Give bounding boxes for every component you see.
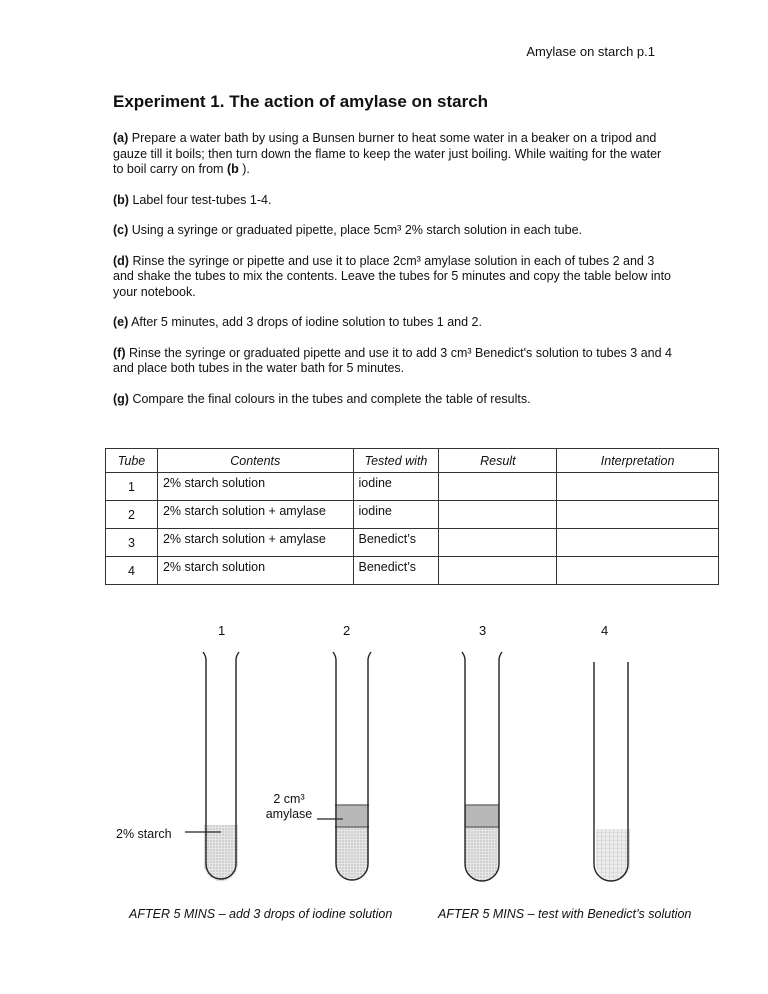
table-row <box>106 557 719 585</box>
results-table <box>105 448 719 585</box>
cell-tube: 1 <box>106 473 158 501</box>
cell-tube: 3 <box>106 529 158 557</box>
amylase-label-line1: 2 cm³ <box>273 792 305 806</box>
step-label: (a) <box>113 131 129 145</box>
cell-contents: 2% starch solution <box>157 473 353 501</box>
step-text: Rinse the syringe or graduated pipette and use it to add 3 cm³ Benedict's solution to tubes 3 and 4 and place both tubes in the water bath for 5 minutes. <box>113 345 672 375</box>
cell-tested-with: Benedict’s <box>353 529 439 557</box>
amylase-label-line2: amylase <box>265 807 313 821</box>
step-label: (f) <box>113 345 126 360</box>
test-tubes-drawing <box>105 600 745 900</box>
page-title: Experiment 1. The action of amylase on starch <box>113 92 489 111</box>
cell-tube: 2 <box>106 501 158 529</box>
cell-result <box>439 473 557 501</box>
page-header: Amylase on starch p.1 <box>526 44 655 59</box>
cell-result <box>439 501 557 529</box>
test-tube-1 <box>203 652 239 881</box>
test-tube-3 <box>462 652 502 881</box>
col-header-interpretation: Interpretation <box>557 449 719 473</box>
test-tube-4 <box>594 662 630 881</box>
col-header-contents: Contents <box>157 449 353 473</box>
cell-tested-with: iodine <box>353 473 439 501</box>
step-text: After 5 minutes, add 3 drops of iodine solution to tubes 1 and 2. <box>128 315 482 329</box>
tube-label-2: 2 <box>343 623 351 638</box>
step-text: Prepare a water bath by using a Bunsen burner to heat some water in a beaker on a tripod and gauze till it boils; then turn down the flame to keep the water just boiling. While waiting for the water to boil carry on from <box>113 131 662 176</box>
amylase-label <box>257 792 321 822</box>
step-label: (c) <box>113 223 129 237</box>
step-a <box>113 131 673 178</box>
step-label: (b) <box>113 192 129 207</box>
cell-result <box>439 529 557 557</box>
step-text-end: ). <box>238 162 250 176</box>
step-text: Using a syringe or graduated pipette, place 5cm³ 2% starch solution in each tube. <box>128 223 583 237</box>
cell-interpretation <box>557 473 719 501</box>
step-b <box>113 193 673 209</box>
test-tube-2 <box>333 652 371 881</box>
step-label: (g) <box>113 391 129 406</box>
table-row <box>106 473 719 501</box>
cell-tube: 4 <box>106 557 158 585</box>
cell-tested-with: Benedict’s <box>353 557 439 585</box>
step-text: Rinse the syringe or pipette and use it to place 2cm³ amylase solution in each of tubes 2 and 3 and shake the tubes to mix the contents. Leave the tubes for 5 minutes and copy the table below into your notebook. <box>113 253 671 299</box>
step-f <box>113 346 673 377</box>
step-c <box>113 223 673 239</box>
caption-iodine: AFTER 5 MINS – add 3 drops of iodine solution <box>129 907 393 921</box>
cell-interpretation <box>557 501 719 529</box>
table-header-row <box>106 449 719 473</box>
col-header-tube: Tube <box>106 449 158 473</box>
table-row <box>106 501 719 529</box>
cell-contents: 2% starch solution + amylase <box>157 529 353 557</box>
tube-label-1: 1 <box>218 623 226 638</box>
col-header-tested-with: Tested with <box>353 449 439 473</box>
starch-label: 2% starch <box>116 827 172 841</box>
cell-interpretation <box>557 529 719 557</box>
col-header-result: Result <box>439 449 557 473</box>
caption-benedicts: AFTER 5 MINS – test with Benedict’s solution <box>438 907 692 921</box>
cell-interpretation <box>557 557 719 585</box>
test-tube-figure <box>105 600 745 930</box>
tube-label-3: 3 <box>479 623 487 638</box>
instruction-steps <box>113 131 673 422</box>
cell-contents: 2% starch solution <box>157 557 353 585</box>
step-label: (d) <box>113 253 129 268</box>
step-text: Compare the final colours in the tubes and complete the table of results. <box>128 391 531 406</box>
step-g <box>113 392 673 408</box>
table-row <box>106 529 719 557</box>
tube-label-4: 4 <box>601 623 609 638</box>
step-label: (e) <box>113 315 129 329</box>
step-ref: (b <box>226 162 239 176</box>
step-e <box>113 315 673 331</box>
step-text: Label four test-tubes 1-4. <box>128 192 272 207</box>
cell-contents: 2% starch solution + amylase <box>157 501 353 529</box>
step-d <box>113 254 673 301</box>
cell-result <box>439 557 557 585</box>
cell-tested-with: iodine <box>353 501 439 529</box>
